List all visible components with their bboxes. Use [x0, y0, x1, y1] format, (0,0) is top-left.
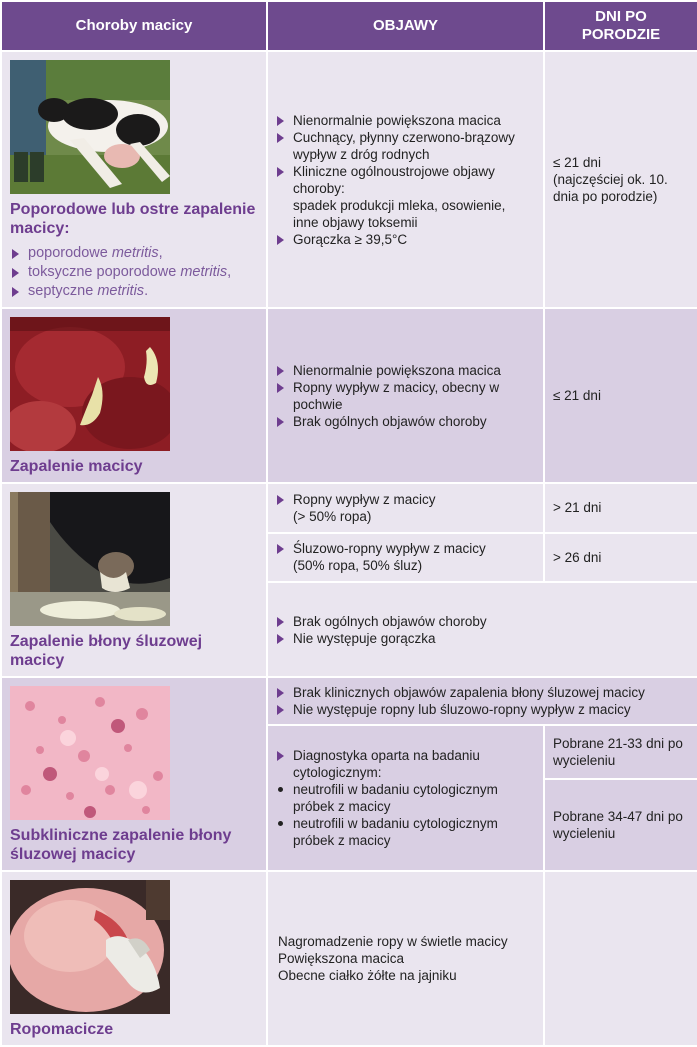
subtype-item: poporodowe metritis, [10, 244, 258, 263]
symptom-item: Ropny wypływ z macicy (> 50% ropa) [276, 491, 531, 525]
disease-name: Subkliniczne zapalenie błony śluzowej macicy [10, 827, 232, 863]
symptom-item: Gorączka ≥ 39,5°C [276, 231, 531, 248]
disease-cell [1, 308, 267, 483]
subtype-item: septyczne metritis. [10, 282, 258, 301]
symptom-item: Kliniczne ogólnoustrojowe objawy choroby: spadek produkcji mleka, osowienie, inne objawy toksemii [276, 163, 531, 231]
disease-cell [1, 51, 267, 308]
symptom-list [276, 362, 531, 430]
disease-cell [1, 871, 267, 1046]
days-cell [544, 51, 697, 308]
days-cell [544, 308, 697, 483]
vaginal-discharge-photo [10, 492, 170, 626]
symptom-line: Obecne ciałko żółte na jajniku [278, 968, 457, 983]
disease-name: Zapalenie błony śluzowej macicy [10, 633, 203, 669]
pyometra-photo [10, 880, 170, 1014]
days-value: > 21 dni [553, 500, 602, 516]
disease-name: Ropomacicze [10, 1021, 114, 1038]
days-note: (najczęściej ok. 10. dnia po porodzie) [553, 172, 668, 204]
symptom-item: Nienormalnie powiększona macica [276, 112, 531, 129]
days-cell [544, 779, 697, 871]
symptom-detail: spadek produkcji mleka, osowienie, inne objawy toksemii [293, 197, 506, 230]
cow-calving-photo [10, 60, 170, 194]
days-value: Pobrane 34-47 dni po wycieleniu [553, 809, 683, 841]
symptom-item: Śluzowo-ropny wypływ z macicy (50% ropa, 50% śluz) [276, 540, 531, 574]
symptoms-cell [267, 483, 544, 533]
days-cell [544, 725, 697, 779]
cytology-item: neutrofili w badaniu cytologicznym próbek z macicy [276, 781, 531, 815]
uterus-photo [10, 317, 170, 451]
row-subclinical-endometritis [1, 677, 697, 725]
symptom-item: Nie występuje gorączka [276, 630, 685, 647]
symptom-item: Brak klinicznych objawów zapalenia błony śluzowej macicy [276, 684, 685, 701]
symptoms-cell [267, 677, 697, 725]
symptom-note: (50% ropa, 50% śluz) [293, 558, 423, 574]
symptom-item: Cuchnący, płynny czerwono-brązowy wypływ z dróg rodnych [276, 129, 531, 163]
symptoms-cell [267, 582, 697, 677]
header-diseases: Choroby macicy [1, 1, 267, 51]
symptom-note: (> 50% ropa) [293, 508, 372, 524]
row-endometritis [1, 483, 697, 533]
header-symptoms: OBJAWY [267, 1, 544, 51]
symptoms-cell [267, 725, 544, 871]
symptom-item: Nie występuje ropny lub śluzowo-ropny wypływ z macicy [276, 701, 685, 718]
days-value: > 26 dni [553, 549, 602, 565]
row-metritis [1, 308, 697, 483]
row-puerperal-metritis [1, 51, 697, 308]
subtype-list [10, 244, 258, 301]
cytology-item: neutrofili w badaniu cytologicznym próbek z macicy [276, 815, 531, 849]
symptoms-cell [267, 533, 544, 583]
disease-cell [1, 677, 267, 871]
symptom-item: Ropny wypływ z macicy, obecny w pochwie [276, 379, 531, 413]
symptom-item: Diagnostyka oparta na badaniu cytologicznym: [276, 747, 531, 781]
symptom-item: Brak ogólnych objawów choroby [276, 413, 531, 430]
subtype-item: toksyczne poporodowe metritis, [10, 263, 258, 282]
symptoms-cell [267, 871, 544, 1046]
cytology-list [276, 781, 531, 849]
cytology-photo [10, 686, 170, 820]
days-value: Pobrane 21-33 dni po wycieleniu [553, 736, 683, 768]
header-row [1, 1, 697, 51]
days-cell [544, 483, 697, 533]
row-pyometra [1, 871, 697, 1046]
symptom-line: Powiększona macica [278, 951, 405, 966]
days-value: ≤ 21 dni [553, 388, 601, 403]
disease-name: Zapalenie macicy [10, 458, 143, 475]
symptoms-cell [267, 308, 544, 483]
symptoms-cell [267, 51, 544, 308]
symptom-item: Brak ogólnych objawów choroby [276, 613, 685, 630]
disease-cell [1, 483, 267, 677]
symptom-item: Nienormalnie powiększona macica [276, 362, 531, 379]
days-cell [544, 533, 697, 583]
disease-name: Poporodowe lub ostre zapalenie macicy: [10, 201, 256, 237]
symptom-list [276, 112, 531, 248]
days-value: ≤ 21 dni [553, 155, 601, 170]
days-cell [544, 871, 697, 1046]
symptom-line: Nagromadzenie ropy w świetle macicy [278, 934, 508, 949]
header-days: DNI PO PORODZIE [544, 1, 697, 51]
